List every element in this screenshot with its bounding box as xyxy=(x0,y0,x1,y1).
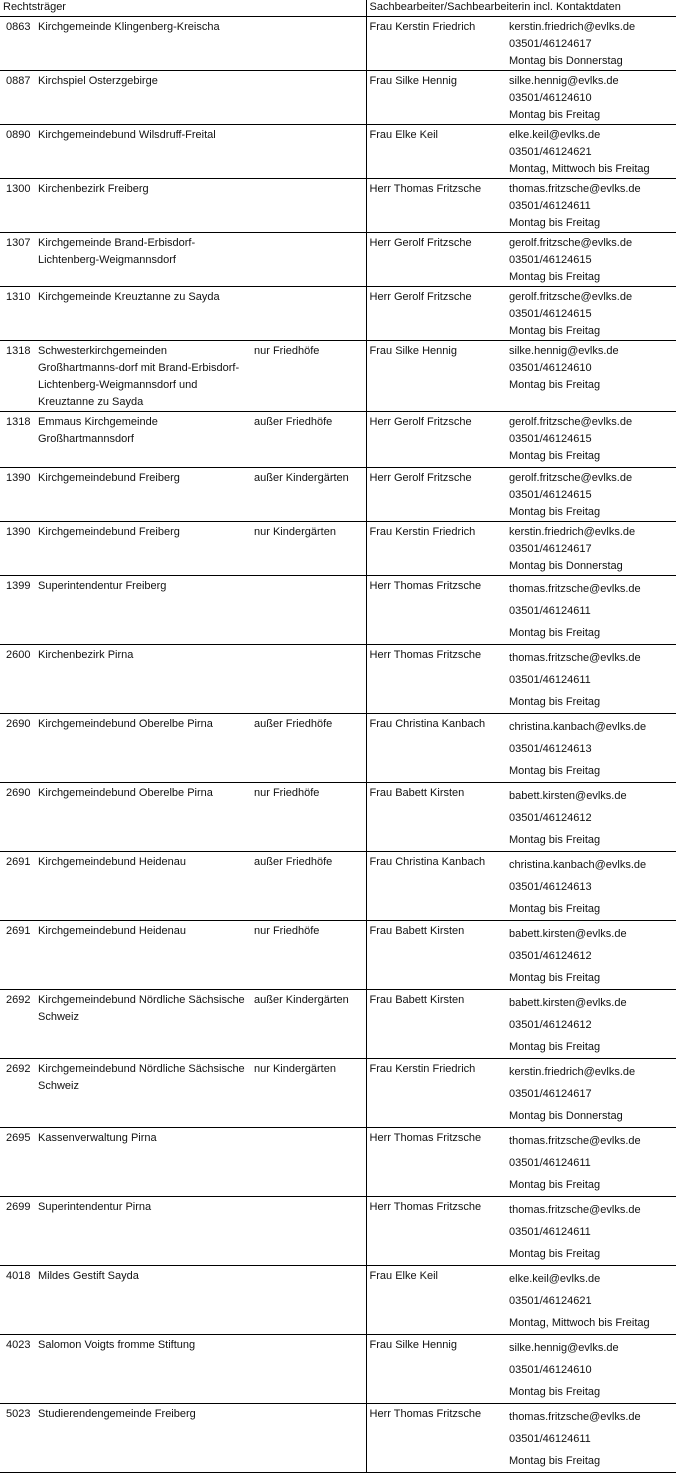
row-id: 2695 xyxy=(0,1128,34,1197)
contact-email: elke.keil@evlks.de xyxy=(509,129,601,141)
row-person: Frau Christina Kanbach xyxy=(366,852,505,921)
row-contact xyxy=(505,990,676,1059)
row-id: 1300 xyxy=(0,179,34,233)
row-person: Herr Gerolf Fritzsche xyxy=(366,412,505,468)
contact-phone: 03501/46124613 xyxy=(509,743,592,755)
contact-phone: 03501/46124617 xyxy=(509,38,592,50)
table-row xyxy=(0,714,676,783)
row-note xyxy=(250,645,366,714)
row-person: Herr Gerolf Fritzsche xyxy=(366,468,505,522)
header-row xyxy=(0,0,676,17)
row-entity-name: Schwesterkirchgemeinden Großhartmanns-dorf mit Brand-Erbisdorf-Lichtenberg-Weigmannsdorf und Kreuztanne zu Sayda xyxy=(34,341,250,412)
row-person: Frau Elke Keil xyxy=(366,125,505,179)
contact-email: silke.hennig@evlks.de xyxy=(509,75,619,87)
contact-days: Montag bis Freitag xyxy=(509,765,601,777)
row-note: außer Kindergärten xyxy=(250,468,366,522)
row-note xyxy=(250,71,366,125)
row-note: außer Kindergärten xyxy=(250,990,366,1059)
row-entity-name: Kassenverwaltung Pirna xyxy=(34,1128,250,1197)
row-contact xyxy=(505,1266,676,1335)
table-row xyxy=(0,990,676,1059)
row-entity-name: Emmaus Kirchgemeinde Großhartmannsdorf xyxy=(34,412,250,468)
row-person: Frau Kerstin Friedrich xyxy=(366,17,505,71)
contact-phone: 03501/46124615 xyxy=(509,254,592,266)
row-person: Herr Thomas Fritzsche xyxy=(366,1404,505,1473)
row-id: 1399 xyxy=(0,576,34,645)
row-contact xyxy=(505,71,676,125)
contact-email: silke.hennig@evlks.de xyxy=(509,1342,619,1354)
contact-phone: 03501/46124610 xyxy=(509,92,592,104)
contact-email: thomas.fritzsche@evlks.de xyxy=(509,652,641,664)
contact-email: babett.kirsten@evlks.de xyxy=(509,997,627,1009)
contact-email: thomas.fritzsche@evlks.de xyxy=(509,1411,641,1423)
row-contact xyxy=(505,233,676,287)
contact-email: gerolf.fritzsche@evlks.de xyxy=(509,472,633,484)
table-row xyxy=(0,1197,676,1266)
contact-email: babett.kirsten@evlks.de xyxy=(509,928,627,940)
row-contact xyxy=(505,412,676,468)
row-id: 2690 xyxy=(0,783,34,852)
row-person: Herr Thomas Fritzsche xyxy=(366,179,505,233)
contact-days: Montag bis Freitag xyxy=(509,450,601,462)
table-row xyxy=(0,522,676,576)
row-entity-name: Kirchgemeindebund Oberelbe Pirna xyxy=(34,783,250,852)
row-person: Herr Thomas Fritzsche xyxy=(366,1128,505,1197)
contact-phone: 03501/46124621 xyxy=(509,1295,592,1307)
row-note xyxy=(250,1128,366,1197)
contact-days: Montag bis Freitag xyxy=(509,1386,601,1398)
row-note: nur Friedhöfe xyxy=(250,921,366,990)
table-row xyxy=(0,125,676,179)
contact-email: thomas.fritzsche@evlks.de xyxy=(509,1135,641,1147)
row-person: Herr Thomas Fritzsche xyxy=(366,1197,505,1266)
table-row xyxy=(0,1404,676,1473)
header-person-contact: Sachbearbeiter/Sachbearbeiterin incl. Kontaktdaten xyxy=(366,0,676,17)
contact-days: Montag bis Freitag xyxy=(509,627,601,639)
contact-days: Montag bis Freitag xyxy=(509,379,601,391)
contact-phone: 03501/46124617 xyxy=(509,543,592,555)
contact-days: Montag bis Freitag xyxy=(509,1041,601,1053)
table-row xyxy=(0,287,676,341)
header-entity: Rechtsträger xyxy=(0,0,366,17)
table-row xyxy=(0,1128,676,1197)
contact-phone: 03501/46124611 xyxy=(509,674,591,686)
contact-email: silke.hennig@evlks.de xyxy=(509,345,619,357)
row-entity-name: Kirchenbezirk Pirna xyxy=(34,645,250,714)
row-contact xyxy=(505,852,676,921)
row-entity-name: Kirchgemeindebund Nördliche Sächsische Schweiz xyxy=(34,990,250,1059)
contact-email: christina.kanbach@evlks.de xyxy=(509,721,647,733)
row-contact xyxy=(505,576,676,645)
table-row xyxy=(0,576,676,645)
contact-days: Montag, Mittwoch bis Freitag xyxy=(509,1317,650,1329)
contact-phone: 03501/46124617 xyxy=(509,1088,592,1100)
row-id: 0887 xyxy=(0,71,34,125)
contact-email: thomas.fritzsche@evlks.de xyxy=(509,183,641,195)
row-id: 5023 xyxy=(0,1404,34,1473)
row-entity-name: Kirchenbezirk Freiberg xyxy=(34,179,250,233)
row-contact xyxy=(505,125,676,179)
row-person: Herr Thomas Fritzsche xyxy=(366,645,505,714)
contact-days: Montag bis Freitag xyxy=(509,109,601,121)
row-contact xyxy=(505,179,676,233)
row-id: 0863 xyxy=(0,17,34,71)
table-row xyxy=(0,71,676,125)
row-entity-name: Kirchgemeindebund Freiberg xyxy=(34,522,250,576)
row-contact xyxy=(505,921,676,990)
row-entity-name: Kirchgemeinde Kreuztanne zu Sayda xyxy=(34,287,250,341)
contact-days: Montag bis Donnerstag xyxy=(509,560,623,572)
row-entity-name: Kirchgemeinde Klingenberg-Kreischa xyxy=(34,17,250,71)
row-note xyxy=(250,1266,366,1335)
row-note xyxy=(250,17,366,71)
row-entity-name: Kirchgemeindebund Heidenau xyxy=(34,852,250,921)
contact-days: Montag bis Freitag xyxy=(509,1179,601,1191)
row-id: 2690 xyxy=(0,714,34,783)
table-body xyxy=(0,17,676,1473)
row-note xyxy=(250,1197,366,1266)
row-contact xyxy=(505,1335,676,1404)
contact-days: Montag bis Donnerstag xyxy=(509,55,623,67)
table-row xyxy=(0,17,676,71)
row-id: 2699 xyxy=(0,1197,34,1266)
row-contact xyxy=(505,287,676,341)
table-row xyxy=(0,341,676,412)
row-id: 4023 xyxy=(0,1335,34,1404)
row-note: nur Friedhöfe xyxy=(250,341,366,412)
contact-phone: 03501/46124615 xyxy=(509,489,592,501)
contact-phone: 03501/46124615 xyxy=(509,433,592,445)
row-entity-name: Kirchspiel Osterzgebirge xyxy=(34,71,250,125)
contact-days: Montag, Mittwoch bis Freitag xyxy=(509,163,650,175)
row-note xyxy=(250,233,366,287)
table-row xyxy=(0,1059,676,1128)
table-row xyxy=(0,852,676,921)
row-note: außer Friedhöfe xyxy=(250,714,366,783)
table-row xyxy=(0,645,676,714)
contact-days: Montag bis Freitag xyxy=(509,1455,601,1467)
row-contact xyxy=(505,468,676,522)
row-person: Frau Silke Hennig xyxy=(366,1335,505,1404)
row-note xyxy=(250,1335,366,1404)
row-id: 2692 xyxy=(0,990,34,1059)
row-id: 1307 xyxy=(0,233,34,287)
contact-days: Montag bis Freitag xyxy=(509,217,601,229)
contact-email: gerolf.fritzsche@evlks.de xyxy=(509,237,633,249)
row-contact xyxy=(505,714,676,783)
contact-phone: 03501/46124610 xyxy=(509,362,592,374)
contact-email: elke.keil@evlks.de xyxy=(509,1273,601,1285)
row-entity-name: Superintendentur Freiberg xyxy=(34,576,250,645)
row-note: nur Kindergärten xyxy=(250,522,366,576)
row-entity-name: Salomon Voigts fromme Stiftung xyxy=(34,1335,250,1404)
row-id: 2691 xyxy=(0,921,34,990)
row-person: Herr Gerolf Fritzsche xyxy=(366,233,505,287)
row-entity-name: Kirchgemeinde Brand-Erbisdorf-Lichtenberg-Weigmannsdorf xyxy=(34,233,250,287)
row-id: 1390 xyxy=(0,468,34,522)
row-contact xyxy=(505,1128,676,1197)
contact-phone: 03501/46124611 xyxy=(509,1226,591,1238)
contact-email: kerstin.friedrich@evlks.de xyxy=(509,526,636,538)
contact-phone: 03501/46124611 xyxy=(509,1433,591,1445)
contact-phone: 03501/46124621 xyxy=(509,146,592,158)
contact-days: Montag bis Freitag xyxy=(509,506,601,518)
contact-phone: 03501/46124612 xyxy=(509,1019,592,1031)
row-person: Frau Kerstin Friedrich xyxy=(366,1059,505,1128)
table-row xyxy=(0,783,676,852)
contact-phone: 03501/46124615 xyxy=(509,308,592,320)
contact-email: gerolf.fritzsche@evlks.de xyxy=(509,416,633,428)
contact-days: Montag bis Freitag xyxy=(509,903,601,915)
row-person: Herr Thomas Fritzsche xyxy=(366,576,505,645)
row-entity-name: Studierendengemeinde Freiberg xyxy=(34,1404,250,1473)
row-note: außer Friedhöfe xyxy=(250,412,366,468)
row-entity-name: Kirchgemeindebund Nördliche Sächsische Schweiz xyxy=(34,1059,250,1128)
row-person: Frau Kerstin Friedrich xyxy=(366,522,505,576)
table-row xyxy=(0,921,676,990)
row-entity-name: Kirchgemeindebund Heidenau xyxy=(34,921,250,990)
contact-days: Montag bis Donnerstag xyxy=(509,1110,623,1122)
row-contact xyxy=(505,645,676,714)
contact-phone: 03501/46124613 xyxy=(509,881,592,893)
contact-days: Montag bis Freitag xyxy=(509,325,601,337)
row-person: Frau Babett Kirsten xyxy=(366,921,505,990)
table-row xyxy=(0,179,676,233)
row-id: 2691 xyxy=(0,852,34,921)
row-note xyxy=(250,287,366,341)
row-person: Frau Babett Kirsten xyxy=(366,990,505,1059)
row-note xyxy=(250,179,366,233)
contact-phone: 03501/46124612 xyxy=(509,950,592,962)
row-contact xyxy=(505,341,676,412)
contact-phone: 03501/46124611 xyxy=(509,1157,591,1169)
row-note xyxy=(250,576,366,645)
contact-phone: 03501/46124611 xyxy=(509,200,591,212)
contact-days: Montag bis Freitag xyxy=(509,271,601,283)
row-person: Frau Silke Hennig xyxy=(366,71,505,125)
table-row xyxy=(0,468,676,522)
row-person: Frau Babett Kirsten xyxy=(366,783,505,852)
contact-email: thomas.fritzsche@evlks.de xyxy=(509,1204,641,1216)
row-contact xyxy=(505,522,676,576)
contact-days: Montag bis Freitag xyxy=(509,972,601,984)
row-person: Frau Christina Kanbach xyxy=(366,714,505,783)
table-row xyxy=(0,1335,676,1404)
row-contact xyxy=(505,1059,676,1128)
row-person: Frau Silke Hennig xyxy=(366,341,505,412)
row-id: 1310 xyxy=(0,287,34,341)
row-note xyxy=(250,125,366,179)
row-note xyxy=(250,1404,366,1473)
table-row xyxy=(0,412,676,468)
contact-email: kerstin.friedrich@evlks.de xyxy=(509,21,636,33)
row-entity-name: Superintendentur Pirna xyxy=(34,1197,250,1266)
row-person: Herr Gerolf Fritzsche xyxy=(366,287,505,341)
table-row xyxy=(0,233,676,287)
table-row xyxy=(0,1266,676,1335)
row-entity-name: Kirchgemeindebund Oberelbe Pirna xyxy=(34,714,250,783)
row-id: 0890 xyxy=(0,125,34,179)
row-note: nur Kindergärten xyxy=(250,1059,366,1128)
contact-days: Montag bis Freitag xyxy=(509,1248,601,1260)
row-id: 1318 xyxy=(0,412,34,468)
row-id: 4018 xyxy=(0,1266,34,1335)
row-contact xyxy=(505,17,676,71)
row-id: 2600 xyxy=(0,645,34,714)
contact-phone: 03501/46124612 xyxy=(509,812,592,824)
row-contact xyxy=(505,1197,676,1266)
row-entity-name: Mildes Gestift Sayda xyxy=(34,1266,250,1335)
contact-email: babett.kirsten@evlks.de xyxy=(509,790,627,802)
row-entity-name: Kirchgemeindebund Freiberg xyxy=(34,468,250,522)
row-id: 1318 xyxy=(0,341,34,412)
contact-phone: 03501/46124610 xyxy=(509,1364,592,1376)
row-contact xyxy=(505,1404,676,1473)
contact-email: kerstin.friedrich@evlks.de xyxy=(509,1066,636,1078)
contact-email: thomas.fritzsche@evlks.de xyxy=(509,583,641,595)
contact-email: christina.kanbach@evlks.de xyxy=(509,859,647,871)
row-id: 2692 xyxy=(0,1059,34,1128)
contact-email: gerolf.fritzsche@evlks.de xyxy=(509,291,633,303)
row-note: nur Friedhöfe xyxy=(250,783,366,852)
row-entity-name: Kirchgemeindebund Wilsdruff-Freital xyxy=(34,125,250,179)
row-person: Frau Elke Keil xyxy=(366,1266,505,1335)
row-id: 1390 xyxy=(0,522,34,576)
row-note: außer Friedhöfe xyxy=(250,852,366,921)
contact-days: Montag bis Freitag xyxy=(509,834,601,846)
row-contact xyxy=(505,783,676,852)
contact-phone: 03501/46124611 xyxy=(509,605,591,617)
contact-days: Montag bis Freitag xyxy=(509,696,601,708)
